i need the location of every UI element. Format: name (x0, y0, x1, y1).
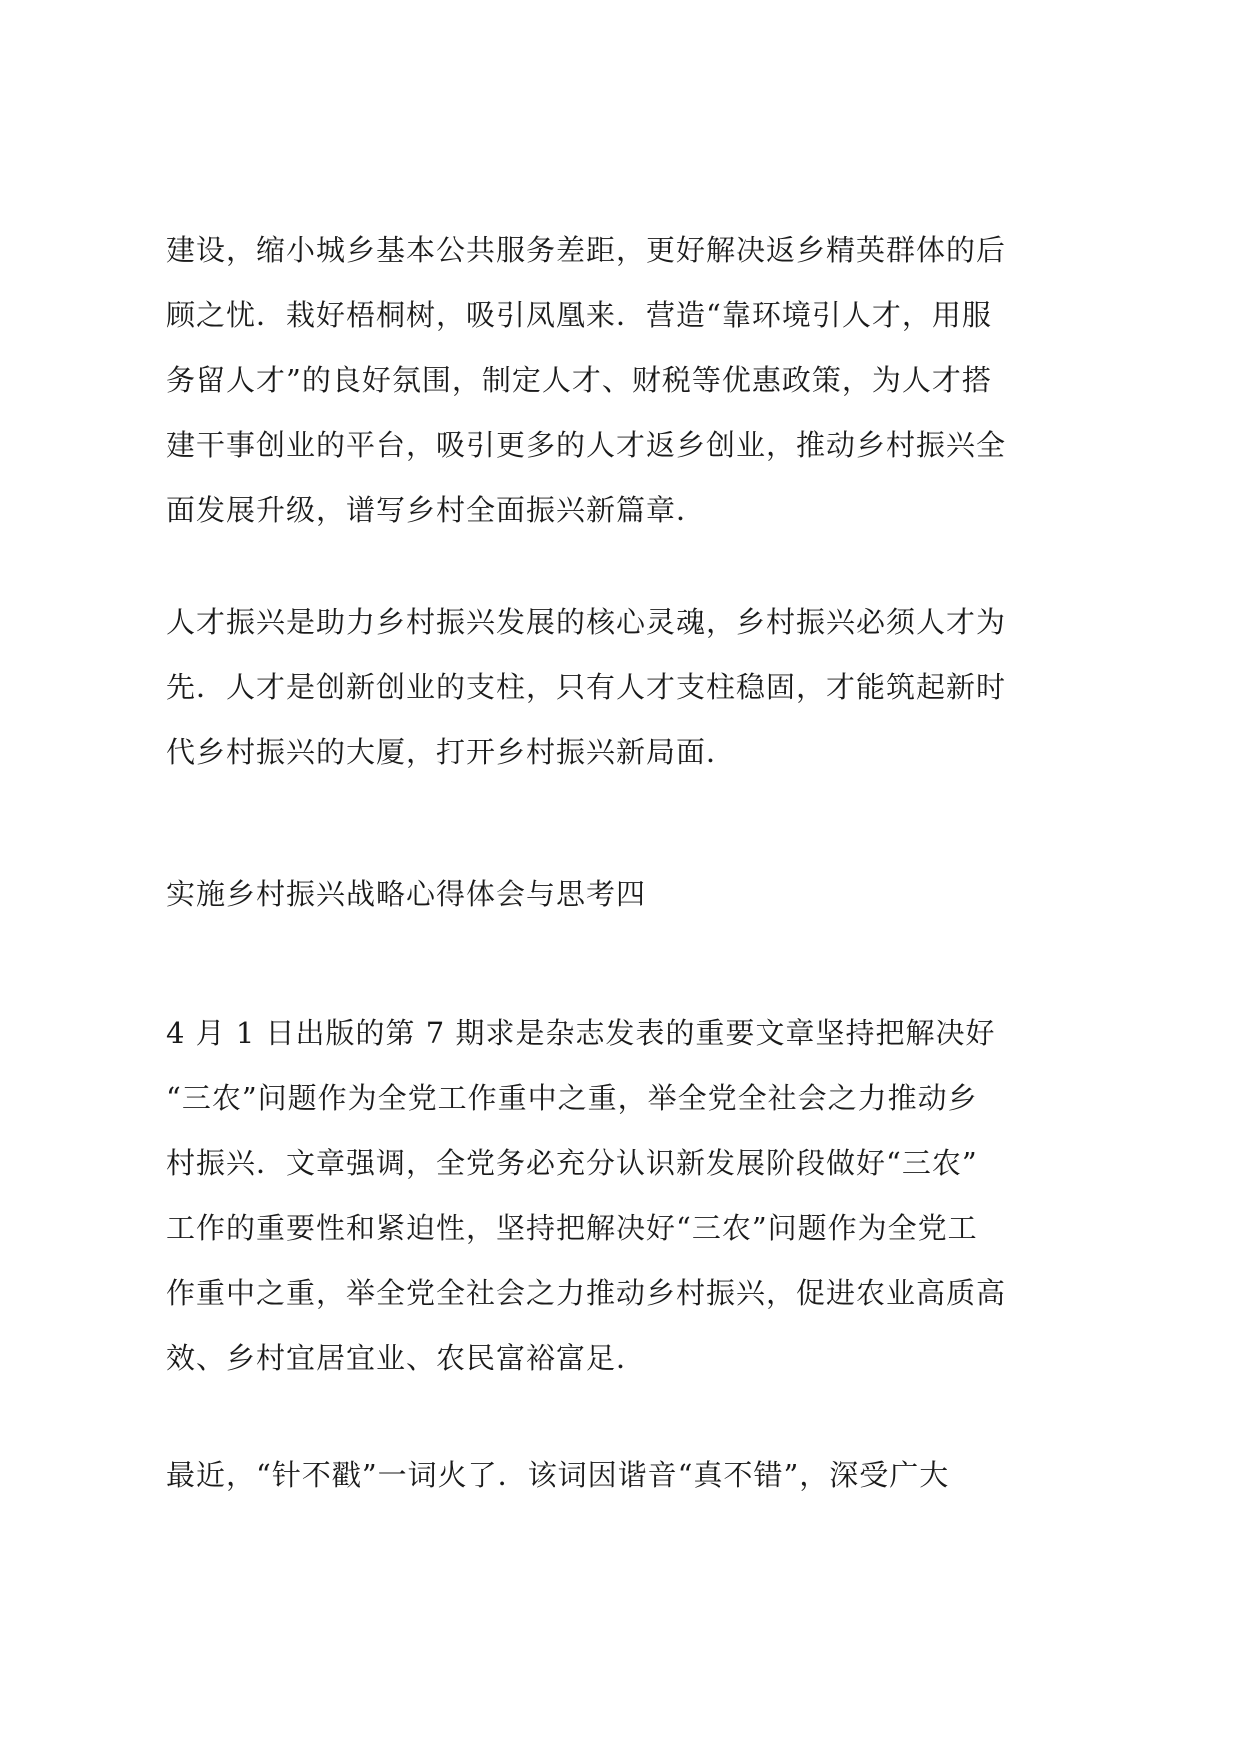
paragraph-qiushi-article (166, 1001, 1096, 1391)
section-heading (166, 862, 1096, 927)
text-line: 工作的重要性和紧迫性，坚持把解决好“三农”问题作为全党工 (166, 1211, 978, 1245)
text-line: 务留人才”的良好氛围，制定人才、财税等优惠政策，为人才搭 (166, 363, 992, 397)
text-line: 作重中之重，举全党全社会之力推动乡村振兴，促进农业高质高 (166, 1276, 1007, 1310)
paragraph-talent-revitalization (166, 590, 1096, 785)
paragraph-zhenbuchuo (166, 1443, 1096, 1508)
text-line: 建干事创业的平台，吸引更多的人才返乡创业，推动乡村振兴全 (166, 428, 1007, 462)
text-line: 先．人才是创新创业的支柱，只有人才支柱稳固，才能筑起新时 (166, 670, 1007, 704)
text-line: 建设，缩小城乡基本公共服务差距，更好解决返乡精英群体的后 (166, 233, 1007, 267)
text-line: 面发展升级，谱写乡村全面振兴新篇章． (166, 493, 707, 527)
text-line: 代乡村振兴的大厦，打开乡村振兴新局面． (166, 735, 737, 769)
text-line: 最近，“针不戳”一词火了．该词因谐音“真不错”，深受广大 (166, 1458, 950, 1492)
text-line: 4 月 1 日出版的第 7 期求是杂志发表的重要文章坚持把解决好 (166, 1016, 996, 1050)
text-line: 效、乡村宜居宜业、农民富裕富足． (166, 1341, 647, 1375)
text-line: “三农”问题作为全党工作重中之重，举全党全社会之力推动乡 (166, 1081, 978, 1115)
text-line: 顾之忧．栽好梧桐树，吸引凤凰来．营造“靠环境引人才，用服 (166, 298, 992, 332)
heading-line: 实施乡村振兴战略心得体会与思考四 (166, 877, 647, 911)
paragraph-public-services (166, 218, 1096, 543)
text-line: 人才振兴是助力乡村振兴发展的核心灵魂，乡村振兴必须人才为 (166, 605, 1007, 639)
text-line: 村振兴．文章强调，全党务必充分认识新发展阶段做好“三农” (166, 1146, 978, 1180)
